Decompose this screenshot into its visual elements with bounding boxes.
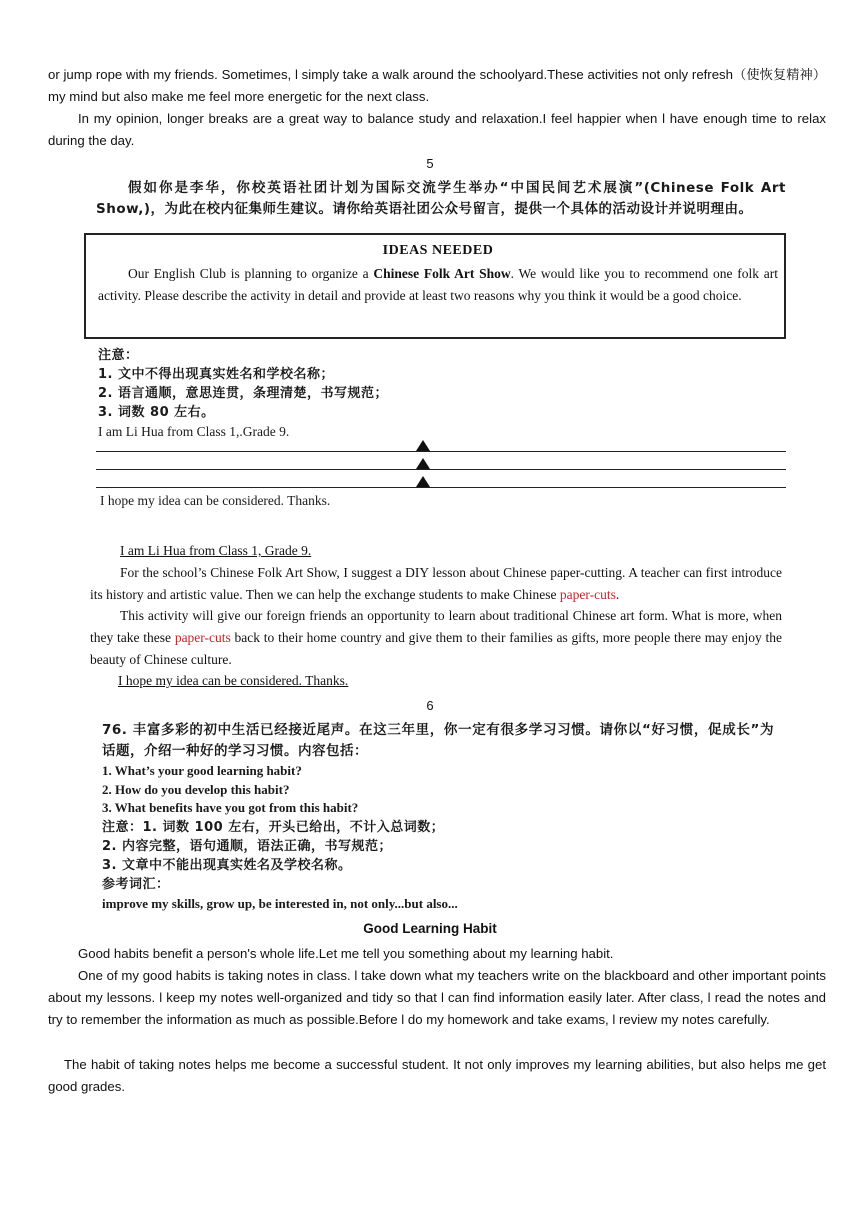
paragraph-opinion: In my opinion, longer breaks are a great way to balance study and relaxation.I feel happier when l have enough time to relax during the day. [48,111,826,148]
essay-paragraph-3: The habit of taking notes helps me become a successful student. It not only improves my learning abilities, but also helps me get good grades. [48,1057,826,1094]
ideas-needed-title: IDEAS NEEDED [382,243,494,258]
q6-note-2: 2. 内容完整，语句通顺，语法正确，书写规范； [102,838,393,854]
q6-note-1: 注意：1. 词数 100 左右，开头已给出，不计入总词数； [102,819,445,835]
blank-marker-icon [416,476,430,487]
answer-closing: I hope my idea can be considered. Thanks. [118,673,349,688]
answer-opening: I am Li Hua from Class 1, Grade 9. [120,543,312,558]
q6-prompt-cn: 76. 丰富多彩的初中生活已经接近尾声。在这三年里，你一定有很多学习习惯。请你以“好习惯，促成长”为话题，介绍一种好的学习习惯。内容包括： [102,722,774,759]
q6-vocab-label: 参考词汇： [102,876,170,892]
essay-paragraph-1: Good habits benefit a person's whole life.Let me tell you something about my learning habit. [78,946,614,961]
q5-start-line: I am Li Hua from Class 1,.Grade 9. [98,424,290,439]
ideas-needed-text: Our English Club is planning to organize a Chinese Folk Art Show. We would like you to recommend one folk art activity. Please describe the activity in detail and provide at least two reasons why you think it would be a good choice. [98,266,778,303]
q6-note-3: 3. 文章中不能出现真实姓名及学校名称。 [102,857,352,873]
q5-note-3: 3. 词数 80 左右。 [98,405,215,420]
q5-end-line: I hope my idea can be considered. Thanks. [100,493,331,508]
q5-note-1: 1. 文中不得出现真实姓名和学校名称； [98,367,335,382]
q6-question-2: 2. How do you develop this habit? [102,781,290,797]
q6-question-1: 1. What’s your good learning habit? [102,763,302,778]
q5-notes-label: 注意： [98,348,139,363]
answer-paragraph-1: For the school’s Chinese Folk Art Show, I suggest a DIY lesson about Chinese paper-cutting. A teacher can first introduce its history and artistic value. Then we can help the exchange students to make Chinese paper-cuts. [90,565,782,602]
question-number-6: 6 [426,698,434,713]
question-number-5: 5 [426,156,434,171]
q6-question-3: 3. What benefits have you got from this habit? [102,800,359,815]
blank-marker-icon [416,458,430,469]
answer-line-1 [96,451,786,452]
q6-prompt-scan [102,720,774,913]
answer-line-3 [96,487,786,488]
q5-prompt-scan [96,178,786,220]
paragraph-continuation: or jump rope with my friends. Sometimes, l simply take a walk around the schoolyard.These activities not only refresh（使恢复精神）my mind but also make me feel more energetic for the next class. [48,67,826,104]
essay-paragraph-2: One of my good habits is taking notes in class. l take down what my teachers write on the blackboard and other important points about my lessons. l keep my notes well-organized and tidy so that l can find information easily later. After class, l read the notes and try to remember the information as much as possible.Before l do my homework and take exams, l review my notes carefully. [48,968,826,1027]
q5-note-2: 2. 语言通顺，意思连贯，条理清楚，书写规范； [98,386,389,401]
q5-notes [98,346,788,442]
answer-line-2 [96,469,786,470]
blank-marker-icon [416,440,430,451]
ideas-needed-box [84,233,786,339]
essay-title: Good Learning Habit [363,921,497,936]
q6-vocab: improve my skills, grow up, be interested in, not only...but also... [102,895,458,911]
q5-prompt-cn: 假如你是李华，你校英语社团计划为国际交流学生举办“中国民间艺术展演”(Chinese Folk Art Show,)，为此在校内征集师生建议。请你给英语社团公众号留言，提供一个具体的活动设计并说明理由。 [96,180,786,217]
answer-paragraph-2: This activity will give our foreign friends an opportunity to learn about traditional Chinese art form. What is more, when they take these paper-cuts back to their home country and give them to their families as gifts, more people there may enjoy the beauty of Chinese culture. [90,608,783,667]
